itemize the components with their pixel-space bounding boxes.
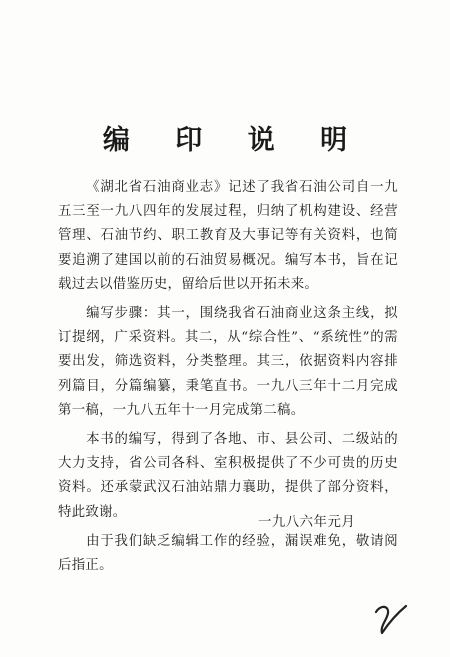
paragraph-intro: 《湖北省石油商业志》记述了我省石油公司自一九五三至一九八四年的发展过程，归纳了机构建设、经营管理、石油节约、职工教育及大事记等有关资料，也简要追溯了建国以前的石油贸易概况。编写本书，旨在记载过去以借鉴历史，留给后世以开拓未来。 [58,180,398,292]
signature-date: 一九八六年元月 [258,515,356,530]
paragraph-closing: 由于我们缺乏编辑工作的经验，漏误难免，敬请阅后指正。 [58,533,398,574]
paragraph-steps: 编写步骤：其一，围绕我省石油商业这条主线，拟订提纲，广采资料。其二，从“综合性”、“系统性”的需要出发，筛选资料，分类整理。其三，依据资料内容排列篇目，分篇编纂，秉笔直书。一九八三年十二月完成第一稿，一九八五年十一月完成第二稿。 [58,306,398,418]
paragraph-acknowledgement: 本书的编写，得到了各地、市、县公司、二级站的大力支持，省公司各科、室积极提供了不少可贵的历史资料。还承蒙武汉石油站鼎力襄助，提供了部分资料，特此致谢。 [58,432,398,520]
handwritten-page-number [372,602,410,636]
page-title: 编 印 说 明 [102,125,366,156]
